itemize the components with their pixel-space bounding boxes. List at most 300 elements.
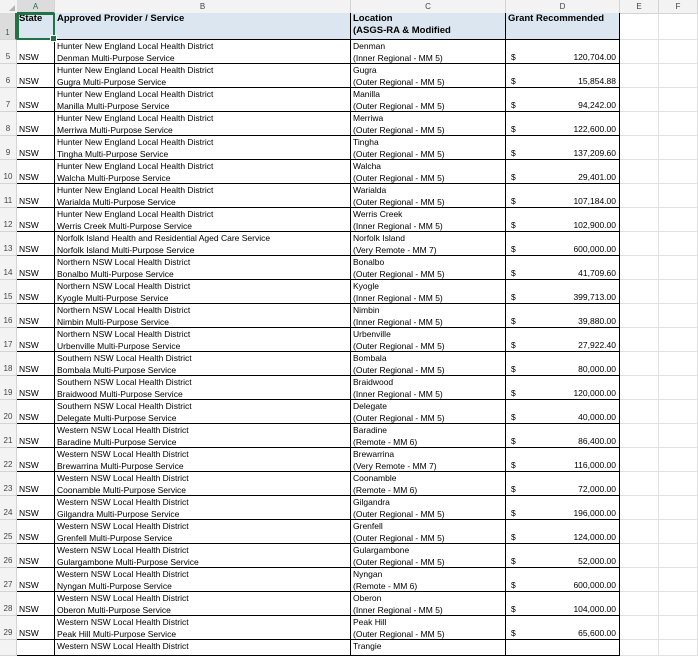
location-town: Gilgandra xyxy=(353,497,390,507)
currency-symbol: $ xyxy=(511,124,516,134)
provider-service: Grenfell Multi-Purpose Service xyxy=(57,533,173,543)
location-region: (Outer Regional - MM 5) xyxy=(353,413,445,423)
location-region: (Inner Regional - MM 5) xyxy=(353,53,443,63)
location-cell[interactable] xyxy=(351,304,506,328)
grant-amount: 80,000.00 xyxy=(578,364,616,374)
empty-cell[interactable] xyxy=(659,160,698,184)
location-cell[interactable] xyxy=(351,352,506,376)
state-cell[interactable] xyxy=(17,232,55,256)
location-region: (Outer Regional - MM 5) xyxy=(353,629,445,639)
provider-cell[interactable] xyxy=(55,256,351,280)
state-cell[interactable] xyxy=(17,160,55,184)
location-cell[interactable] xyxy=(351,472,506,496)
grant-amount: 39,880.00 xyxy=(578,316,616,326)
column-header-d[interactable]: D xyxy=(506,0,620,13)
grant-cell[interactable] xyxy=(506,256,620,280)
provider-service: Tingha Multi-Purpose Service xyxy=(57,149,169,159)
empty-cell[interactable] xyxy=(620,496,659,520)
empty-cell[interactable] xyxy=(659,424,698,448)
state-cell[interactable] xyxy=(17,616,55,640)
provider-cell[interactable] xyxy=(55,376,351,400)
empty-cell[interactable] xyxy=(659,352,698,376)
provider-district: Hunter New England Local Health District xyxy=(57,65,214,75)
row-header[interactable]: 28 xyxy=(0,592,17,616)
location-town: Trangie xyxy=(353,641,382,651)
row-header[interactable]: 16 xyxy=(0,304,17,328)
grant-cell[interactable] xyxy=(506,544,620,568)
location-cell[interactable] xyxy=(351,64,506,88)
state-cell[interactable] xyxy=(17,472,55,496)
currency-symbol: $ xyxy=(511,412,516,422)
row-header[interactable]: 24 xyxy=(0,496,17,520)
location-town: Coonamble xyxy=(353,473,397,483)
provider-district: Hunter New England Local Health District xyxy=(57,137,214,147)
location-region: (Outer Regional - MM 5) xyxy=(353,149,445,159)
column-header-e[interactable]: E xyxy=(620,0,659,13)
location-region: (Outer Regional - MM 5) xyxy=(353,101,445,111)
provider-service: Warialda Multi-Purpose Service xyxy=(57,197,176,207)
row-header[interactable]: 8 xyxy=(0,112,17,136)
grant-cell[interactable] xyxy=(506,160,620,184)
grant-cell[interactable] xyxy=(506,304,620,328)
empty-cell[interactable] xyxy=(659,112,698,136)
provider-service: Urbenville Multi-Purpose Service xyxy=(57,341,181,351)
provider-district: Hunter New England Local Health District xyxy=(57,209,214,219)
empty-cell[interactable] xyxy=(659,232,698,256)
row-header[interactable]: 13 xyxy=(0,232,17,256)
provider-district: Hunter New England Local Health District xyxy=(57,89,214,99)
grant-cell[interactable] xyxy=(506,400,620,424)
empty-cell[interactable] xyxy=(659,64,698,88)
location-region: (Outer Regional - MM 5) xyxy=(353,533,445,543)
location-cell[interactable] xyxy=(351,400,506,424)
grant-cell[interactable] xyxy=(506,232,620,256)
grant-cell[interactable] xyxy=(506,592,620,616)
state-cell[interactable] xyxy=(17,352,55,376)
grant-cell[interactable] xyxy=(506,328,620,352)
empty-cell[interactable] xyxy=(659,400,698,424)
grant-cell[interactable] xyxy=(506,520,620,544)
empty-cell[interactable] xyxy=(620,13,659,40)
currency-symbol: $ xyxy=(511,52,516,62)
provider-cell[interactable] xyxy=(55,160,351,184)
empty-cell[interactable] xyxy=(659,640,698,656)
provider-cell[interactable] xyxy=(55,88,351,112)
grant-amount: 52,000.00 xyxy=(578,556,616,566)
location-cell[interactable] xyxy=(351,496,506,520)
empty-cell[interactable] xyxy=(620,424,659,448)
empty-cell[interactable] xyxy=(659,376,698,400)
currency-symbol: $ xyxy=(511,532,516,542)
header-location-cell[interactable] xyxy=(351,13,506,40)
location-cell[interactable] xyxy=(351,136,506,160)
provider-district: Southern NSW Local Health District xyxy=(57,353,192,363)
location-town: Peak Hill xyxy=(353,617,387,627)
grant-amount: 94,242.00 xyxy=(578,100,616,110)
grant-cell[interactable] xyxy=(506,568,620,592)
row-header[interactable]: 15 xyxy=(0,280,17,304)
row-header[interactable]: 22 xyxy=(0,448,17,472)
grant-amount: 27,922.40 xyxy=(578,340,616,350)
provider-district: Northern NSW Local Health District xyxy=(57,281,191,291)
empty-cell[interactable] xyxy=(620,520,659,544)
grant-amount: 29,401.00 xyxy=(578,172,616,182)
grant-cell[interactable] xyxy=(506,112,620,136)
column-header-f[interactable]: F xyxy=(659,0,698,13)
column-header-b[interactable]: B xyxy=(55,0,351,13)
state-cell[interactable] xyxy=(17,544,55,568)
state-value: NSW xyxy=(19,340,39,350)
grant-cell[interactable] xyxy=(506,64,620,88)
state-cell[interactable] xyxy=(17,304,55,328)
currency-symbol: $ xyxy=(511,604,516,614)
state-value: NSW xyxy=(19,316,39,326)
row-header[interactable]: 1 xyxy=(0,13,17,40)
column-header-a[interactable]: A xyxy=(17,0,55,14)
empty-cell[interactable] xyxy=(659,280,698,304)
grant-amount: 102,900.00 xyxy=(573,220,616,230)
active-cell-selection[interactable] xyxy=(17,13,55,40)
state-cell[interactable] xyxy=(17,88,55,112)
empty-cell[interactable] xyxy=(620,232,659,256)
empty-cell[interactable] xyxy=(659,88,698,112)
row-header[interactable]: 19 xyxy=(0,376,17,400)
empty-cell[interactable] xyxy=(620,40,659,64)
provider-service: Denman Multi-Purpose Service xyxy=(57,53,175,63)
provider-district: Northern NSW Local Health District xyxy=(57,329,191,339)
location-cell[interactable] xyxy=(351,88,506,112)
state-cell[interactable] xyxy=(17,520,55,544)
location-town: Werris Creek xyxy=(353,209,403,219)
grant-amount: 65,600.00 xyxy=(578,628,616,638)
provider-cell[interactable] xyxy=(55,424,351,448)
provider-service: Braidwood Multi-Purpose Service xyxy=(57,389,183,399)
state-cell[interactable] xyxy=(17,448,55,472)
state-value: NSW xyxy=(19,364,39,374)
provider-cell[interactable] xyxy=(55,640,351,656)
currency-symbol: $ xyxy=(511,268,516,278)
empty-cell[interactable] xyxy=(659,544,698,568)
grant-amount: 196,000.00 xyxy=(573,508,616,518)
empty-cell[interactable] xyxy=(620,328,659,352)
location-region: (Remote - MM 6) xyxy=(353,581,418,591)
state-value: NSW xyxy=(19,628,39,638)
provider-cell[interactable] xyxy=(55,112,351,136)
empty-cell[interactable] xyxy=(659,616,698,640)
empty-cell[interactable] xyxy=(620,160,659,184)
column-header-c[interactable]: C xyxy=(351,0,506,13)
row-header[interactable]: 21 xyxy=(0,424,17,448)
row-header[interactable]: 12 xyxy=(0,208,17,232)
grant-cell[interactable] xyxy=(506,136,620,160)
provider-cell[interactable] xyxy=(55,40,351,64)
currency-symbol: $ xyxy=(511,556,516,566)
row-header[interactable]: 11 xyxy=(0,184,17,208)
provider-district: Western NSW Local Health District xyxy=(57,593,189,603)
provider-district: Southern NSW Local Health District xyxy=(57,377,192,387)
location-cell[interactable] xyxy=(351,280,506,304)
row-header[interactable]: 9 xyxy=(0,136,17,160)
grant-cell[interactable] xyxy=(506,496,620,520)
provider-service: Gulargambone Multi-Purpose Service xyxy=(57,557,199,567)
location-town: Gugra xyxy=(353,65,377,75)
currency-symbol: $ xyxy=(511,100,516,110)
location-cell[interactable] xyxy=(351,376,506,400)
empty-cell[interactable] xyxy=(620,352,659,376)
row-header[interactable]: 17 xyxy=(0,328,17,352)
header-grant-cell[interactable] xyxy=(506,13,620,40)
select-all-corner[interactable] xyxy=(0,0,18,13)
state-value: NSW xyxy=(19,100,39,110)
provider-cell[interactable] xyxy=(55,616,351,640)
empty-cell[interactable] xyxy=(620,616,659,640)
empty-cell[interactable] xyxy=(620,376,659,400)
empty-cell[interactable] xyxy=(620,304,659,328)
location-town: Tingha xyxy=(353,137,379,147)
location-cell[interactable] xyxy=(351,256,506,280)
location-region: (Inner Regional - MM 5) xyxy=(353,293,443,303)
grant-amount: 104,000.00 xyxy=(573,604,616,614)
provider-service: Baradine Multi-Purpose Service xyxy=(57,437,177,447)
state-cell[interactable] xyxy=(17,40,55,64)
grant-cell[interactable] xyxy=(506,352,620,376)
grant-cell[interactable] xyxy=(506,472,620,496)
location-town: Walcha xyxy=(353,161,382,171)
row-header[interactable]: 23 xyxy=(0,472,17,496)
state-value: NSW xyxy=(19,388,39,398)
header-location: Location xyxy=(353,13,393,24)
row-header[interactable]: 7 xyxy=(0,88,17,112)
location-cell[interactable] xyxy=(351,448,506,472)
state-cell[interactable] xyxy=(17,640,55,656)
state-cell[interactable] xyxy=(17,568,55,592)
empty-cell[interactable] xyxy=(620,544,659,568)
empty-cell[interactable] xyxy=(659,136,698,160)
provider-cell[interactable] xyxy=(55,64,351,88)
location-cell[interactable] xyxy=(351,424,506,448)
location-cell[interactable] xyxy=(351,592,506,616)
location-town: Bombala xyxy=(353,353,387,363)
location-town: Braidwood xyxy=(353,377,394,387)
grant-cell[interactable] xyxy=(506,280,620,304)
provider-cell[interactable] xyxy=(55,448,351,472)
location-cell[interactable] xyxy=(351,568,506,592)
provider-cell[interactable] xyxy=(55,352,351,376)
location-region: (Inner Regional - MM 5) xyxy=(353,317,443,327)
currency-symbol: $ xyxy=(511,244,516,254)
currency-symbol: $ xyxy=(511,76,516,86)
provider-cell[interactable] xyxy=(55,568,351,592)
empty-cell[interactable] xyxy=(620,472,659,496)
grant-cell[interactable] xyxy=(506,184,620,208)
provider-cell[interactable] xyxy=(55,232,351,256)
provider-service: Peak Hill Multi-Purpose Service xyxy=(57,629,177,639)
location-town: Manilla xyxy=(353,89,380,99)
location-cell[interactable] xyxy=(351,328,506,352)
provider-cell[interactable] xyxy=(55,496,351,520)
empty-cell[interactable] xyxy=(659,13,698,40)
grant-cell[interactable] xyxy=(506,376,620,400)
state-value: NSW xyxy=(19,532,39,542)
provider-cell[interactable] xyxy=(55,304,351,328)
empty-cell[interactable] xyxy=(659,520,698,544)
provider-cell[interactable] xyxy=(55,328,351,352)
location-region: (Remote - MM 6) xyxy=(353,437,418,447)
state-cell[interactable] xyxy=(17,184,55,208)
provider-cell[interactable] xyxy=(55,400,351,424)
location-cell[interactable] xyxy=(351,616,506,640)
provider-cell[interactable] xyxy=(55,472,351,496)
location-cell[interactable] xyxy=(351,184,506,208)
currency-symbol: $ xyxy=(511,388,516,398)
state-cell[interactable] xyxy=(17,592,55,616)
provider-district: Hunter New England Local Health District xyxy=(57,185,214,195)
empty-cell[interactable] xyxy=(659,472,698,496)
location-region: (Outer Regional - MM 5) xyxy=(353,341,445,351)
location-region: (Remote - MM 6) xyxy=(353,485,418,495)
row-header[interactable]: 14 xyxy=(0,256,17,280)
empty-cell[interactable] xyxy=(620,640,659,656)
provider-cell[interactable] xyxy=(55,520,351,544)
empty-cell[interactable] xyxy=(659,184,698,208)
empty-cell[interactable] xyxy=(659,256,698,280)
row-header[interactable]: 5 xyxy=(0,40,17,64)
empty-cell[interactable] xyxy=(659,208,698,232)
empty-cell[interactable] xyxy=(659,496,698,520)
location-cell[interactable] xyxy=(351,208,506,232)
state-cell[interactable] xyxy=(17,280,55,304)
grant-cell[interactable] xyxy=(506,616,620,640)
currency-symbol: $ xyxy=(511,316,516,326)
state-value: NSW xyxy=(19,556,39,566)
empty-cell[interactable] xyxy=(620,88,659,112)
provider-service: Norfolk Island Multi-Purpose Service xyxy=(57,245,195,255)
state-cell[interactable] xyxy=(17,424,55,448)
location-town: Nyngan xyxy=(353,569,383,579)
empty-cell[interactable] xyxy=(620,592,659,616)
empty-cell[interactable] xyxy=(620,448,659,472)
location-cell[interactable] xyxy=(351,160,506,184)
state-cell[interactable] xyxy=(17,376,55,400)
row-header[interactable]: 26 xyxy=(0,544,17,568)
provider-cell[interactable] xyxy=(55,592,351,616)
row-header[interactable]: 18 xyxy=(0,352,17,376)
provider-district: Western NSW Local Health District xyxy=(57,569,189,579)
grant-cell[interactable] xyxy=(506,88,620,112)
row-header[interactable]: 29 xyxy=(0,616,17,640)
row-header[interactable] xyxy=(0,640,17,656)
row-header[interactable]: 20 xyxy=(0,400,17,424)
empty-cell[interactable] xyxy=(620,208,659,232)
row-header[interactable]: 10 xyxy=(0,160,17,184)
empty-cell[interactable] xyxy=(659,328,698,352)
location-region: (Outer Regional - MM 5) xyxy=(353,509,445,519)
empty-cell[interactable] xyxy=(620,64,659,88)
provider-cell[interactable] xyxy=(55,208,351,232)
empty-cell[interactable] xyxy=(620,568,659,592)
state-value: NSW xyxy=(19,460,39,470)
row-header[interactable]: 27 xyxy=(0,568,17,592)
row-header[interactable]: 25 xyxy=(0,520,17,544)
location-region: (Inner Regional - MM 5) xyxy=(353,221,443,231)
location-cell[interactable] xyxy=(351,520,506,544)
state-cell[interactable] xyxy=(17,256,55,280)
currency-symbol: $ xyxy=(511,580,516,590)
state-cell[interactable] xyxy=(17,208,55,232)
header-location-detail: (ASGS-RA & Modified xyxy=(353,25,451,36)
grant-amount: 41,709.60 xyxy=(578,268,616,278)
provider-cell[interactable] xyxy=(55,136,351,160)
grant-cell[interactable] xyxy=(506,640,620,656)
location-town: Merriwa xyxy=(353,113,384,123)
row-header[interactable]: 6 xyxy=(0,64,17,88)
provider-district: Southern NSW Local Health District xyxy=(57,401,192,411)
location-region: (Outer Regional - MM 5) xyxy=(353,197,445,207)
location-town: Brewarrina xyxy=(353,449,395,459)
empty-cell[interactable] xyxy=(620,184,659,208)
empty-cell[interactable] xyxy=(659,304,698,328)
grant-cell[interactable] xyxy=(506,448,620,472)
empty-cell[interactable] xyxy=(659,40,698,64)
grant-amount: 120,000.00 xyxy=(573,388,616,398)
location-region: (Inner Regional - MM 5) xyxy=(353,605,443,615)
provider-service: Gugra Multi-Purpose Service xyxy=(57,77,167,87)
location-region: (Outer Regional - MM 5) xyxy=(353,557,445,567)
location-town: Oberon xyxy=(353,593,382,603)
provider-cell[interactable] xyxy=(55,544,351,568)
location-cell[interactable] xyxy=(351,232,506,256)
provider-service: Bonalbo Multi-Purpose Service xyxy=(57,269,174,279)
grant-cell[interactable] xyxy=(506,208,620,232)
state-value: NSW xyxy=(19,580,39,590)
state-cell[interactable] xyxy=(17,400,55,424)
state-cell[interactable] xyxy=(17,136,55,160)
state-cell[interactable] xyxy=(17,328,55,352)
location-town: Denman xyxy=(353,41,386,51)
state-cell[interactable] xyxy=(17,112,55,136)
state-value: NSW xyxy=(19,220,39,230)
grant-amount: 137,209.60 xyxy=(573,148,616,158)
empty-cell[interactable] xyxy=(620,112,659,136)
location-cell[interactable] xyxy=(351,112,506,136)
empty-cell[interactable] xyxy=(659,568,698,592)
provider-cell[interactable] xyxy=(55,184,351,208)
empty-cell[interactable] xyxy=(659,592,698,616)
currency-symbol: $ xyxy=(511,436,516,446)
location-cell[interactable] xyxy=(351,544,506,568)
state-value: NSW xyxy=(19,412,39,422)
provider-cell[interactable] xyxy=(55,280,351,304)
location-cell[interactable] xyxy=(351,40,506,64)
grant-cell[interactable] xyxy=(506,424,620,448)
location-region: (Outer Regional - MM 5) xyxy=(353,173,445,183)
empty-cell[interactable] xyxy=(620,256,659,280)
currency-symbol: $ xyxy=(511,484,516,494)
empty-cell[interactable] xyxy=(620,400,659,424)
location-town: Bonalbo xyxy=(353,257,385,267)
state-cell[interactable] xyxy=(17,64,55,88)
location-cell[interactable] xyxy=(351,640,506,656)
empty-cell[interactable] xyxy=(620,136,659,160)
grant-cell[interactable] xyxy=(506,40,620,64)
state-cell[interactable] xyxy=(17,496,55,520)
provider-district: Western NSW Local Health District xyxy=(57,425,189,435)
header-grant: Grant Recommended xyxy=(508,13,605,24)
empty-cell[interactable] xyxy=(659,448,698,472)
empty-cell[interactable] xyxy=(620,280,659,304)
header-provider-cell[interactable] xyxy=(55,13,351,40)
location-town: Gulargambone xyxy=(353,545,410,555)
